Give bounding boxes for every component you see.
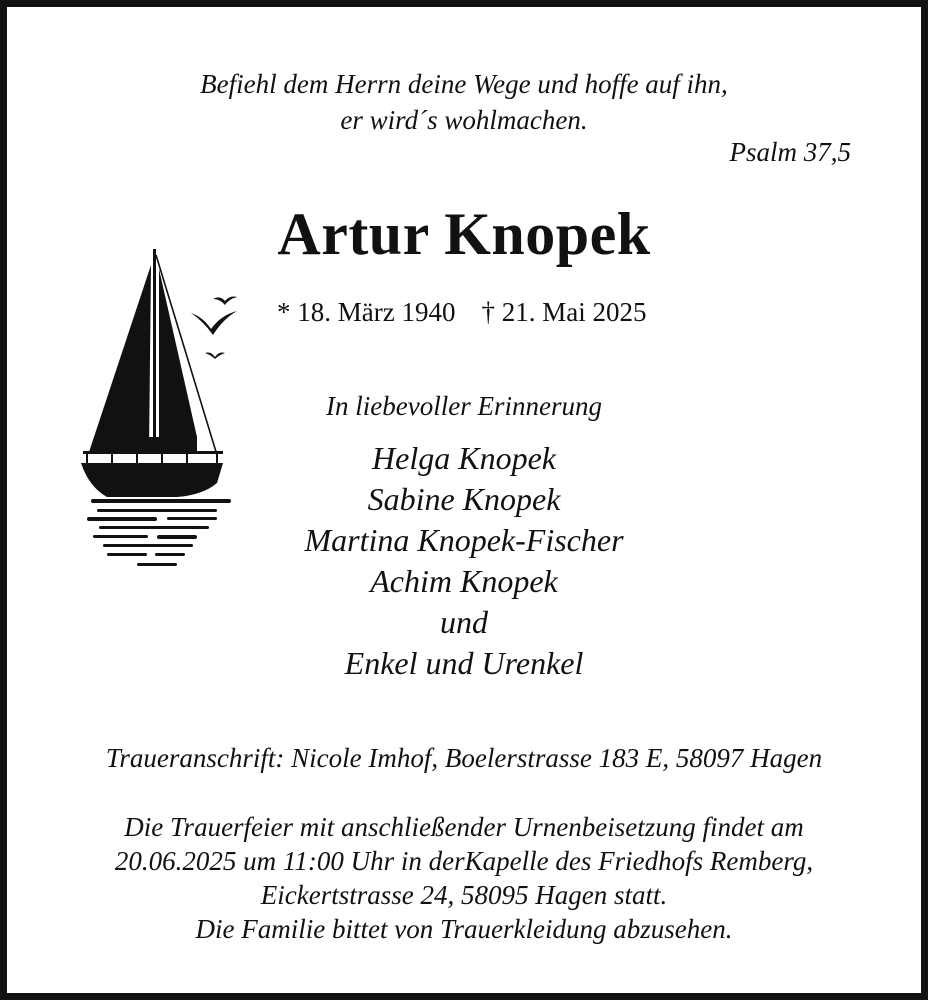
bible-verse-line-2: er wird´s wohlmachen. <box>340 105 588 135</box>
family-list <box>207 438 721 684</box>
service-line: 20.06.2025 um 11:00 Uhr in derKapelle des Friedhofs Remberg, <box>114 846 814 876</box>
family-member: Achim Knopek <box>370 563 558 599</box>
condolence-address: Traueranschrift: Nicole Imhof, Boelerstrasse 183 E, 58097 Hagen <box>105 743 823 773</box>
deceased-name: Artur Knopek <box>277 201 651 267</box>
service-line: Eickertstrasse 24, 58095 Hagen statt. <box>260 880 668 910</box>
service-line: Die Familie bittet von Trauerkleidung abzusehen. <box>195 914 733 944</box>
family-member: Sabine Knopek <box>367 481 561 517</box>
life-dates <box>277 297 646 328</box>
family-member: Helga Knopek <box>372 440 556 476</box>
birth-date: * 18. März 1940 <box>277 297 456 327</box>
bible-verse-reference: Psalm 37,5 <box>729 137 851 167</box>
service-details <box>27 810 901 946</box>
family-member: Martina Knopek-Fischer <box>304 522 624 558</box>
memory-heading: In liebevoller Erinnerung <box>326 391 602 421</box>
bible-verse-line-1: Befiehl dem Herrn deine Wege und hoffe auf ihn, <box>200 69 728 99</box>
death-date: † 21. Mai 2025 <box>481 297 647 327</box>
family-member: Enkel und Urenkel <box>344 645 584 681</box>
family-conjunction: und <box>440 604 488 640</box>
service-line: Die Trauerfeier mit anschließender Urnenbeisetzung findet am <box>124 812 804 842</box>
